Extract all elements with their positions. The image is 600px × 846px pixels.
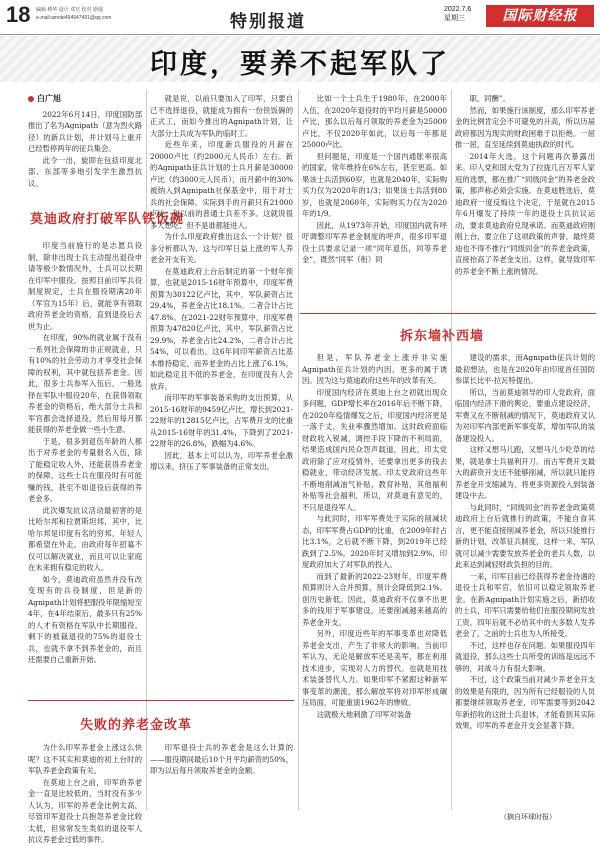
paragraph: 为什么印军养老金上涨这么快呢？这不其实和莫迪的初上台时的军队养老金政策有关。 — [28, 743, 142, 775]
paragraph: 为什么印度政府推出这么一个计划？很多分析都认为，这与印军日益上涨的军人养老金开支有关。 — [150, 232, 293, 264]
paragraph: 而印军的军事装备采购的支出预算，从2015-16财年的9459亿卢比，增长到2021-22财年的12815亿卢比，占军费开支的比重从2015-16财年的31.4%，下降到了2021-22财年的26.8%，跌幅为4.6%。 — [150, 393, 293, 448]
paragraph: 在莫迪政府上台后制定的第一个财年预算，也就是2015-16财年预算中，印度军费预算为30122亿卢比，其中，军队薪资占比29.4%，养老金占比18.1%。二者合计占比47.8%。在2021-22财年预算中，印度军费预算为47820亿卢比，其中，军队薪资占比29.9%，养老金占比24.2%，二者合计占比54%，可以看出，这6年间印军薪资占比基本维持稳定，而养老金的占比上涨了6.1%，如此稳定且不低的养老金，在印度没有人会放弃。 — [150, 266, 293, 391]
paragraph: 一来，印军目前已经获得养老金待遇的退役士兵和军官，依旧可以稳定领取养老金。在新Agnipath计划实施之后，新招收的士兵，印军只需要给他们在服役期间发放工资，四年后就不必给其中的大多数人发养老金了，之前的士兵也为人所接受。 — [455, 571, 595, 638]
column-divider — [146, 90, 147, 810]
paragraph: 2014年大选，这个问题再次暴露出来。印人党和国大党为了拉拢几百万军人家庭的选票，都在推广“同级同金”的养老金政策，都声称必须会实施。在莫迪胜选后，莫迪政府一度反悔这个决定，于是就在2015年6月爆发了持续一年的退役士兵抗议运动，要求莫迪政府兑现承诺。而莫迪政府刚刚上台，要立住了这项政策的声誉，最终莫迪也不得不推行“同级同金”的养老金政策，直接抬高了养老金支出。这样，就导致印军的养老金不断上涨的情况。 — [455, 151, 595, 276]
newspaper-logo: 国际财经报 — [486, 5, 594, 27]
paragraph: 如今，莫迪政府虽然并没有改变现有的兵役制度，但是新的Agnipath计划将把服役年限缩短至4年，在4年结束后，最多只有25%的人才有资格在军队中长期服役。剩下的被裁退役的75%的退役士兵，也就不拿不到养老金的，而且还需要自己重新开始。 — [28, 574, 142, 664]
page-number: 18 — [6, 2, 31, 27]
column-2-bottom — [150, 742, 293, 822]
column-3-bottom — [302, 352, 447, 824]
paragraph: 这样又想马儿跑，又想马儿少吃草的结果，就是拿士兵福利开刀。而古军费开支最大的薪资开支还不能够削减，所以就只能将养老金开支缩减为，将更多资源投入到装备建设中去。 — [455, 445, 595, 500]
column-4-bottom — [455, 352, 595, 810]
paragraph: 建设的需求，而Agnipath征兵计划的最初想法，也是在2020年由印度首任国防参谋长比平·拉瓦特提出。 — [455, 353, 595, 385]
section-rule — [300, 313, 596, 314]
column-divider — [451, 90, 452, 810]
issue-date — [444, 5, 471, 23]
paragraph: 然而，如果施行该制度，那么印军养老金的比例肯定会不可避免的升高，所以历届政府都因为现实的财政困难于以拒绝。一屈推一屈，直至延续到莫迪执政的时代。 — [455, 105, 595, 149]
column-1-body — [28, 240, 142, 700]
section-rule — [28, 700, 294, 701]
paragraph: 近些年来，印度新兵服役的月薪在20000卢比（约2000元人民币）左右。新的Agnipath征兵计划的士兵月薪是30000卢比（约3000元人民币），而月薪中的30%被纳入到Agnipath社保基金中，用于对士兵的社会保障。实际到手的月薪只有21000卢比，和以前的普通士兵差不多。这就说很多人想吃、但不是谁都能进入。 — [150, 140, 293, 230]
section-title: 特别报道 — [230, 12, 306, 32]
paragraph: 印度国内经济在莫迪上台之初就出现众多问题，GDP增长率在2016年后不断下降，在2020年疫情爆发之后，印度国内经济更是一落千丈，失业率骤然增加。这时政府面临财政收入锐减，调控手段下降的不利局面，结果造成国内民众怨声载道，因此，印太党政府除了应对疫情外，还要拿出更多的钱去稳就业，带动经济发展。印太党政府这些年不断地削减油气补贴、教育补贴，其他福利补贴等社会福利，所以，对莫迪有意见的，不只是退役军人。 — [302, 387, 447, 512]
source-credit: （摘自环球时报） — [500, 814, 556, 821]
subhead-2: 失败的养老金改革 — [80, 718, 193, 733]
article-headline: 印度，要养不起军队了 — [150, 49, 450, 80]
paragraph: 因此，基本上可以认为，印军养老金激增以来，挤压了军事装备的正常支出。 — [150, 450, 293, 471]
column-4-top — [455, 93, 595, 311]
paragraph: 就是说，以前只要加入了印军，只要自己不选择退役，就能成为拥有一份铁饭碗的正式工，而如今推出的Agnipath计划，让大部分士兵成为军队的临时工。 — [150, 94, 293, 138]
column-1-bottom — [28, 742, 142, 844]
column-2-body — [150, 93, 293, 691]
paragraph: 与此同时，“同级同金”的养老金政策莫迪政府上台后就推行的政策，不能自食其言，更不能直接削减养老金，所以只能推行新的计划，改革征兵制度，这样一来，军队就可以减少需要发放养老金的老兵人数，以此来达到减轻财政负担的目的。 — [455, 502, 595, 569]
bullet-icon — [28, 96, 34, 102]
editor-info — [36, 6, 111, 22]
editor-email: e-mail:amote454947491@qq.com — [36, 15, 112, 21]
date: 2022.7.6 — [444, 6, 472, 13]
paragraph: 因此，从1973年开始，印度国内就有呼吁调整印军养老金制度的呼声，很多印军退役士兵要求记录一项“同年退伍，同等养老金”，既然“同军（衔）同 — [302, 220, 447, 264]
paragraph: 在莫迪上台之前，印军的养老金一直是比较低的，当时没有多少人认为，印军的养老金比例太高，尽管印军退役士兵抱怨养老金比较太低，但常常发生类似的退役军人抗议养老金过低的事件。 — [28, 777, 142, 844]
paragraph: 但是，军队养老金上涨并非实施Agnipath征兵计划的内因，更多的属于诱因。因为这与莫迪政府这些年的改革有关。 — [302, 353, 447, 385]
paragraph: 但问题是，印度是一个国内通胀率很高的国家，常年维持在6%左右，甚至更高。如果该士兵活到60岁，也就是2040年，实际购买力仅为2020年的1/3；如果该士兵活到80岁，也就是2060年，实际购买力仅为2020年的1/9。 — [302, 151, 447, 218]
paragraph: 而到了最新的2022-23财年，印度军费预算则计入合并预算，预计会降低到2.1%。创历史新低。因此，莫迪政府不仅拿不出更多的钱用于军事建设，还要削减越来越高的养老金开支。 — [302, 571, 447, 627]
subhead-1: 莫迪政府打破军队铁饭碗 — [30, 212, 185, 227]
paragraph: 这就极大地刺激了印军对装备 — [316, 709, 412, 719]
byline — [28, 93, 142, 105]
column-3-top — [302, 93, 447, 311]
paragraph: 印度当前施行的是志愿兵役制，除非出现士兵主动提出退役申请等极少数情况外，士兵可以长期在印军中服役。按照目前印军兵役制度规定，士兵在服役期满20年（军官为15年）后，就能享有领取政府养老金的资格，直到退役后去世为止。 — [28, 241, 142, 331]
paragraph: 职，同酬”。 — [469, 94, 510, 103]
author: 白广旭 — [37, 94, 61, 103]
paragraph: 2022年6月14日，印度国防部推出了名为Agnipath（意为烈火路径）的新兵计划，并计划马上重开已经暂停两年的征兵集会。 — [28, 109, 142, 153]
paragraph: 不过，这样也存在问题。如果服役四年就退役，那么这些士兵所受的训练是远远不够的，对战斗力有很大影响。 — [455, 640, 595, 673]
paragraph: 此令一出，旋即在包括印度北部、东部等多地引发学生激烈抗议。 — [28, 155, 142, 188]
weekday: 星期三 — [444, 15, 465, 22]
paragraph: 与此同时，印军军费处于实际的削减状态，印军军费占GDP的比重，在2009年时占比3.1%，之后就不断下降，到2019年已经跌到了2.5%。2020年时又增加到2.9%，印度政府加大了对军队的投入。 — [302, 514, 447, 569]
paragraph: 另外，印度近些年的军事变革也对降低养老金支出，产生了非常大的影响。当前印军认为，无论是解放军还是美军，都在利用技术进步，实现对人力的替代。也就是用技术装备替代人力。如果印军不紧跟这种新军事变革的潮流，那么解放军将对印军形成碾压局面，可能重演1962年的惨败。 — [302, 629, 447, 707]
column-1-intro — [28, 93, 142, 203]
paragraph: 印军退役士兵的养老金是这么计算的——服役期间最后10个月平均薪资的50%，即为以后每月领取养老金的金额。 — [150, 743, 293, 775]
paragraph: 于是，很多到退伍年龄的人都出于对养老金的考量报名入伍，除了能稳定收入外，还能获得养老金的保障。这些士兵在服役时有可能赚的钱，甚至不如退役后获得的养老金多。 — [28, 436, 142, 503]
editor-credits: 编辑 棒华 设计 邓宫 校对 剧强 — [36, 7, 103, 13]
paragraph: 所以，当前莫迪领导的印人党政府，面临国内经济下滑的舆论，要重点建设经济，军费又在不断削减的情况下，莫迪政府又认为对印军内部更新军事变革，增加军队的装备建设投入。 — [455, 387, 595, 443]
column-divider — [298, 90, 299, 810]
subhead-3: 拆东墙补西墙 — [400, 329, 485, 344]
paragraph: 在印度，90%的就业属于没有一系列社会保障的非正规就业，只有10%的社会劳动力才享受社会保障的权利，其中就包括养老金。因此，很多士兵参军入伍后，一般选择在军队中服役20年，在获得领取养老金的资格后，绝大部分士兵和军官都会选择退役，然后用每月都能获得的养老金做一些小生意。 — [28, 333, 142, 434]
paragraph: 此次爆发抗议活动最初害的是比哈尔邦和拉贾斯坦邦，其中，比哈尔邦是印度有名的穷邦，年轻人都希望在外走，由政府每年招募不仅可以解决就业，而且可以让家庭在未来拥有稳定的收入。 — [28, 505, 142, 572]
paragraph: 比如一个士兵生于1980年，在2000年入伍，在2020年退役时的平均月薪是50000卢比，那么以后每月领取的养老金为25000卢比，不仅2020年如此，以后每一年都是25000卢比。 — [302, 94, 447, 149]
page-header — [0, 0, 600, 35]
paragraph: 不过，这个政策当前对减少养老金开支的效果是有限的，因为所有已经服役的人员都要继续领取养老金，印军需要等到2042年新招收的这批士兵退休，才能看到其实际效果，印军的养老金开支会显著下降。 — [455, 675, 595, 730]
